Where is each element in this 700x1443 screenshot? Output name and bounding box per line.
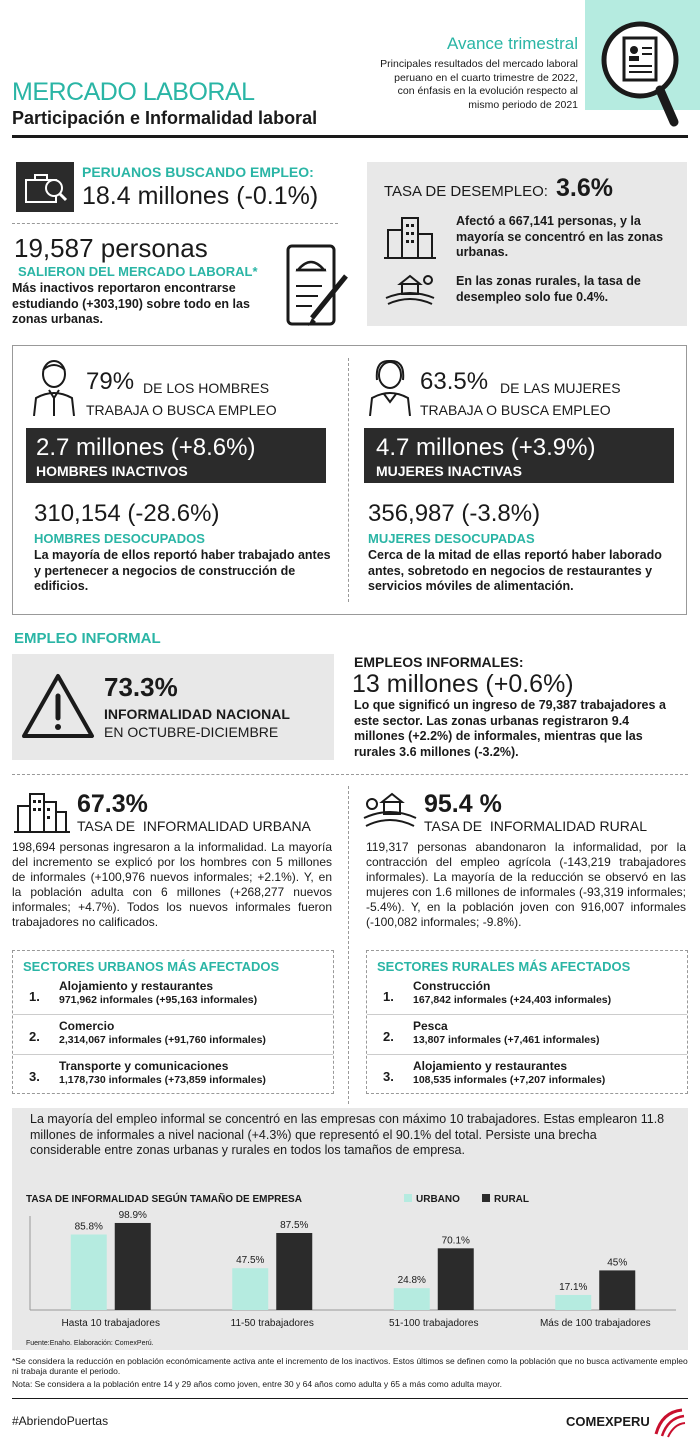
bar-rural [438, 1248, 474, 1310]
list-item [367, 1057, 687, 1093]
sector-detail: 108,535 informales (+7,207 informales) [413, 1074, 606, 1086]
legend-label: RURAL [494, 1194, 529, 1205]
legend-swatch [482, 1194, 490, 1202]
warning-icon [20, 672, 96, 740]
rural-sectors-title: SECTORES RURALES MÁS AFECTADOS [377, 959, 631, 974]
rural-text: 119,317 personas abandonaron la informalidad, por la contracción del empleo agrícola (-143,219 trabajadores informales). La mayoría de la reducción se observó en las mujeres con 1.6 millones de informales (-93,319 informales; -5.4%). Y, en la población joven con 916,007 informales (-100,082 informales; -9.8%). [366, 840, 686, 929]
x-tick-label: 11-50 trabajadores [230, 1318, 314, 1329]
list-item [13, 1017, 333, 1055]
divider [12, 223, 338, 224]
brand-swoosh-icon [652, 1406, 686, 1438]
bar-urbano [555, 1295, 591, 1310]
divider [348, 786, 349, 1104]
list-item [367, 977, 687, 1015]
data-label: 85.8% [74, 1221, 103, 1233]
men-pct-label1: DE LOS HOMBRES [143, 380, 270, 396]
informal-national-label2: EN OCTUBRE-DICIEMBRE [104, 724, 279, 740]
page-title: MERCADO LABORAL [12, 78, 255, 106]
sector-name: Alojamiento y restaurantes [413, 1059, 568, 1073]
sector-detail: 971,962 informales (+95,163 informales) [59, 994, 258, 1006]
size-summary: La mayoría del empleo informal se concentró en las empresas con máximo 10 trabajadores. Estas emplearon 11.8 millones de informales a nivel nacional (+4.3%) que representó el 90.1% del total. Persiste una brecha considerable entre zonas urbanas y rurales en todos los tamaños de empresa. [30, 1112, 665, 1158]
rural-house-icon [384, 270, 436, 310]
sector-detail: 167,842 informales (+24,403 informales) [413, 994, 612, 1006]
legend-swatch [404, 1194, 412, 1202]
man-icon [32, 358, 76, 416]
header-divider [12, 135, 688, 138]
informal-national-label1: INFORMALIDAD NACIONAL [104, 706, 290, 722]
data-label: 87.5% [280, 1220, 309, 1231]
women-pct-label2: TRABAJA O BUSCA EMPLEO [420, 402, 611, 418]
informal-jobs-text: Lo que significó un ingreso de 79,387 trabajadores a este sector. Las zonas urbanas registraron 9.4 millones (+2.2%) de informales, mientras que las rurales 3.6 millones (-3.2%). [354, 698, 666, 759]
list-item [13, 977, 333, 1015]
briefcase-search-icon [16, 162, 74, 212]
divider [12, 774, 688, 775]
list-item [367, 1017, 687, 1055]
sector-name: Transporte y comunicaciones [59, 1059, 229, 1073]
report-search-icon [598, 12, 694, 130]
chart [12, 1182, 688, 1350]
women-inactive-label: MUJERES INACTIVAS [376, 463, 522, 479]
list-item [13, 1057, 333, 1093]
data-label: 98.9% [118, 1209, 147, 1221]
badge-title: Avance trimestral [446, 34, 578, 53]
women-pct-label1: DE LAS MUJERES [500, 380, 621, 396]
men-unemployed-value: 310,154 (-28.6%) [34, 500, 220, 527]
footnote-2: Nota: Se considera a la población entre 14 y 29 años como joven, entre 30 y 64 años como adulta y 65 a más como adulta mayor. [12, 1379, 502, 1389]
women-unemployed-value: 356,987 (-3.8%) [368, 500, 541, 527]
urban-sectors-box [12, 950, 334, 1094]
unemployment-label: TASA DE DESEMPLEO: [384, 183, 548, 200]
left-market-text: Más inactivos reportaron encontrarse estudiando (+303,190) sobre todo en las zonas urbanas. [12, 281, 250, 327]
urban-text: 198,694 personas ingresaron a la informalidad. La mayoría del incremento se explicó por los hombres con 5 millones de informales (+100,976 nuevos informales; +2.1%). Y, en la población adulta con 6 millones (+268,277 nuevos informales; +4.7%). Todos los nuevos informales fueron trabajadores no calificados. [12, 840, 332, 929]
women-text: Cerca de la mitad de ellas reportó haber laborado antes, sobretodo en negocios de restaurantes y servicios móviles de alimentación. [368, 548, 662, 594]
urban-rate: 67.3% [77, 790, 148, 818]
women-unemployed-label: MUJERES DESOCUPADAS [368, 531, 535, 546]
rural-sectors-box [366, 950, 688, 1094]
data-label: 24.8% [397, 1275, 426, 1287]
unemployment-text1: Afectó a 667,141 personas, y la mayoría se concentró en las zonas urbanas. [456, 214, 664, 260]
left-market-value: 19,587 personas [14, 233, 208, 263]
left-market-label: SALIERON DEL MERCADO LABORAL* [18, 264, 258, 279]
men-text: La mayoría de ellos reportó haber trabajado antes y pertenecer a negocios de construcción de edificios. [34, 548, 331, 594]
legend-label: URBANO [416, 1194, 460, 1205]
men-pct: 79% [86, 368, 135, 395]
bar-rural [599, 1270, 635, 1310]
city-buildings-icon [14, 790, 70, 834]
chart-title: TASA DE INFORMALIDAD SEGÚN TAMAÑO DE EMPRESA [26, 1194, 302, 1205]
women-pct: 63.5% [420, 368, 489, 395]
job-seekers-label: PERUANOS BUSCANDO EMPLEO: [82, 164, 314, 180]
data-label: 47.5% [236, 1255, 265, 1267]
sector-num: 2. [383, 1029, 394, 1044]
source-note: Fuente:Enaho. Elaboración: ComexPerú. [26, 1340, 154, 1347]
urban-sectors-title: SECTORES URBANOS MÁS AFECTADOS [23, 959, 280, 974]
sector-name: Comercio [59, 1019, 115, 1033]
men-unemployed-label: HOMBRES DESOCUPADOS [34, 531, 205, 546]
men-inactive-value: 2.7 millones (+8.6%) [36, 434, 256, 461]
bar-rural [276, 1233, 312, 1310]
sector-num: 2. [29, 1029, 40, 1044]
men-pct-label2: TRABAJA O BUSCA EMPLEO [86, 402, 277, 418]
x-tick-label: Hasta 10 trabajadores [61, 1318, 160, 1329]
men-inactive-label: HOMBRES INACTIVOS [36, 463, 188, 479]
contract-pen-icon [282, 240, 352, 330]
bar-urbano [71, 1234, 107, 1310]
unemployment-text2: En las zonas rurales, la tasa de desempleo solo fue 0.4%. [456, 274, 641, 304]
sector-name: Pesca [413, 1019, 448, 1033]
sector-detail: 2,314,067 informales (+91,760 informales) [59, 1034, 266, 1046]
bar-urbano [394, 1288, 430, 1310]
sector-detail: 1,178,730 informales (+73,859 informales) [59, 1074, 266, 1086]
sector-name: Alojamiento y restaurantes [59, 979, 214, 993]
sector-num: 1. [383, 989, 394, 1004]
rural-rate-label: TASA DE INFORMALIDAD RURAL [424, 818, 648, 834]
rural-rate: 95.4 % [424, 790, 502, 818]
panel-divider [348, 358, 349, 602]
sector-num: 3. [29, 1069, 40, 1084]
badge-text: Principales resultados del mercado laboral peruano en el cuarto trimestre de 2022, con énfasis en la evolución respecto al mismo periodo de 2021 [380, 58, 578, 111]
footer-hashtag: #AbriendoPuertas [12, 1414, 109, 1428]
bar-rural [115, 1223, 151, 1310]
woman-icon [368, 358, 412, 416]
brand-logo: COMEXPERU [566, 1414, 650, 1429]
data-label: 70.1% [441, 1235, 470, 1247]
data-label: 45% [607, 1257, 628, 1269]
informal-section-title: EMPLEO INFORMAL [14, 630, 161, 647]
city-buildings-icon [384, 212, 436, 260]
footer-divider [12, 1398, 688, 1399]
data-label: 17.1% [559, 1281, 588, 1293]
informal-jobs-label: EMPLEOS INFORMALES: [354, 654, 524, 670]
x-tick-label: Más de 100 trabajadores [539, 1318, 651, 1329]
informal-jobs-value: 13 millones (+0.6%) [352, 670, 574, 698]
bar-urbano [232, 1268, 268, 1310]
rural-house-icon [362, 790, 418, 834]
informal-national-value: 73.3% [104, 672, 178, 702]
sector-num: 3. [383, 1069, 394, 1084]
page-subtitle: Participación e Informalidad laboral [12, 108, 318, 128]
sector-name: Construcción [413, 979, 491, 993]
urban-rate-label: TASA DE INFORMALIDAD URBANA [77, 818, 311, 834]
x-tick-label: 51-100 trabajadores [388, 1318, 479, 1329]
women-inactive-value: 4.7 millones (+3.9%) [376, 434, 596, 461]
unemployment-value: 3.6% [556, 174, 613, 202]
job-seekers-value: 18.4 millones (-0.1%) [82, 182, 319, 210]
sector-num: 1. [29, 989, 40, 1004]
footnote-1: *Se considera la reducción en población económicamente activa ante el incremento de los inactivos. Estos últimos se definen como la población que no busca activamente empleo ni trabaja durante el periodo. [12, 1356, 688, 1377]
sector-detail: 13,807 informales (+7,461 informales) [413, 1034, 600, 1046]
